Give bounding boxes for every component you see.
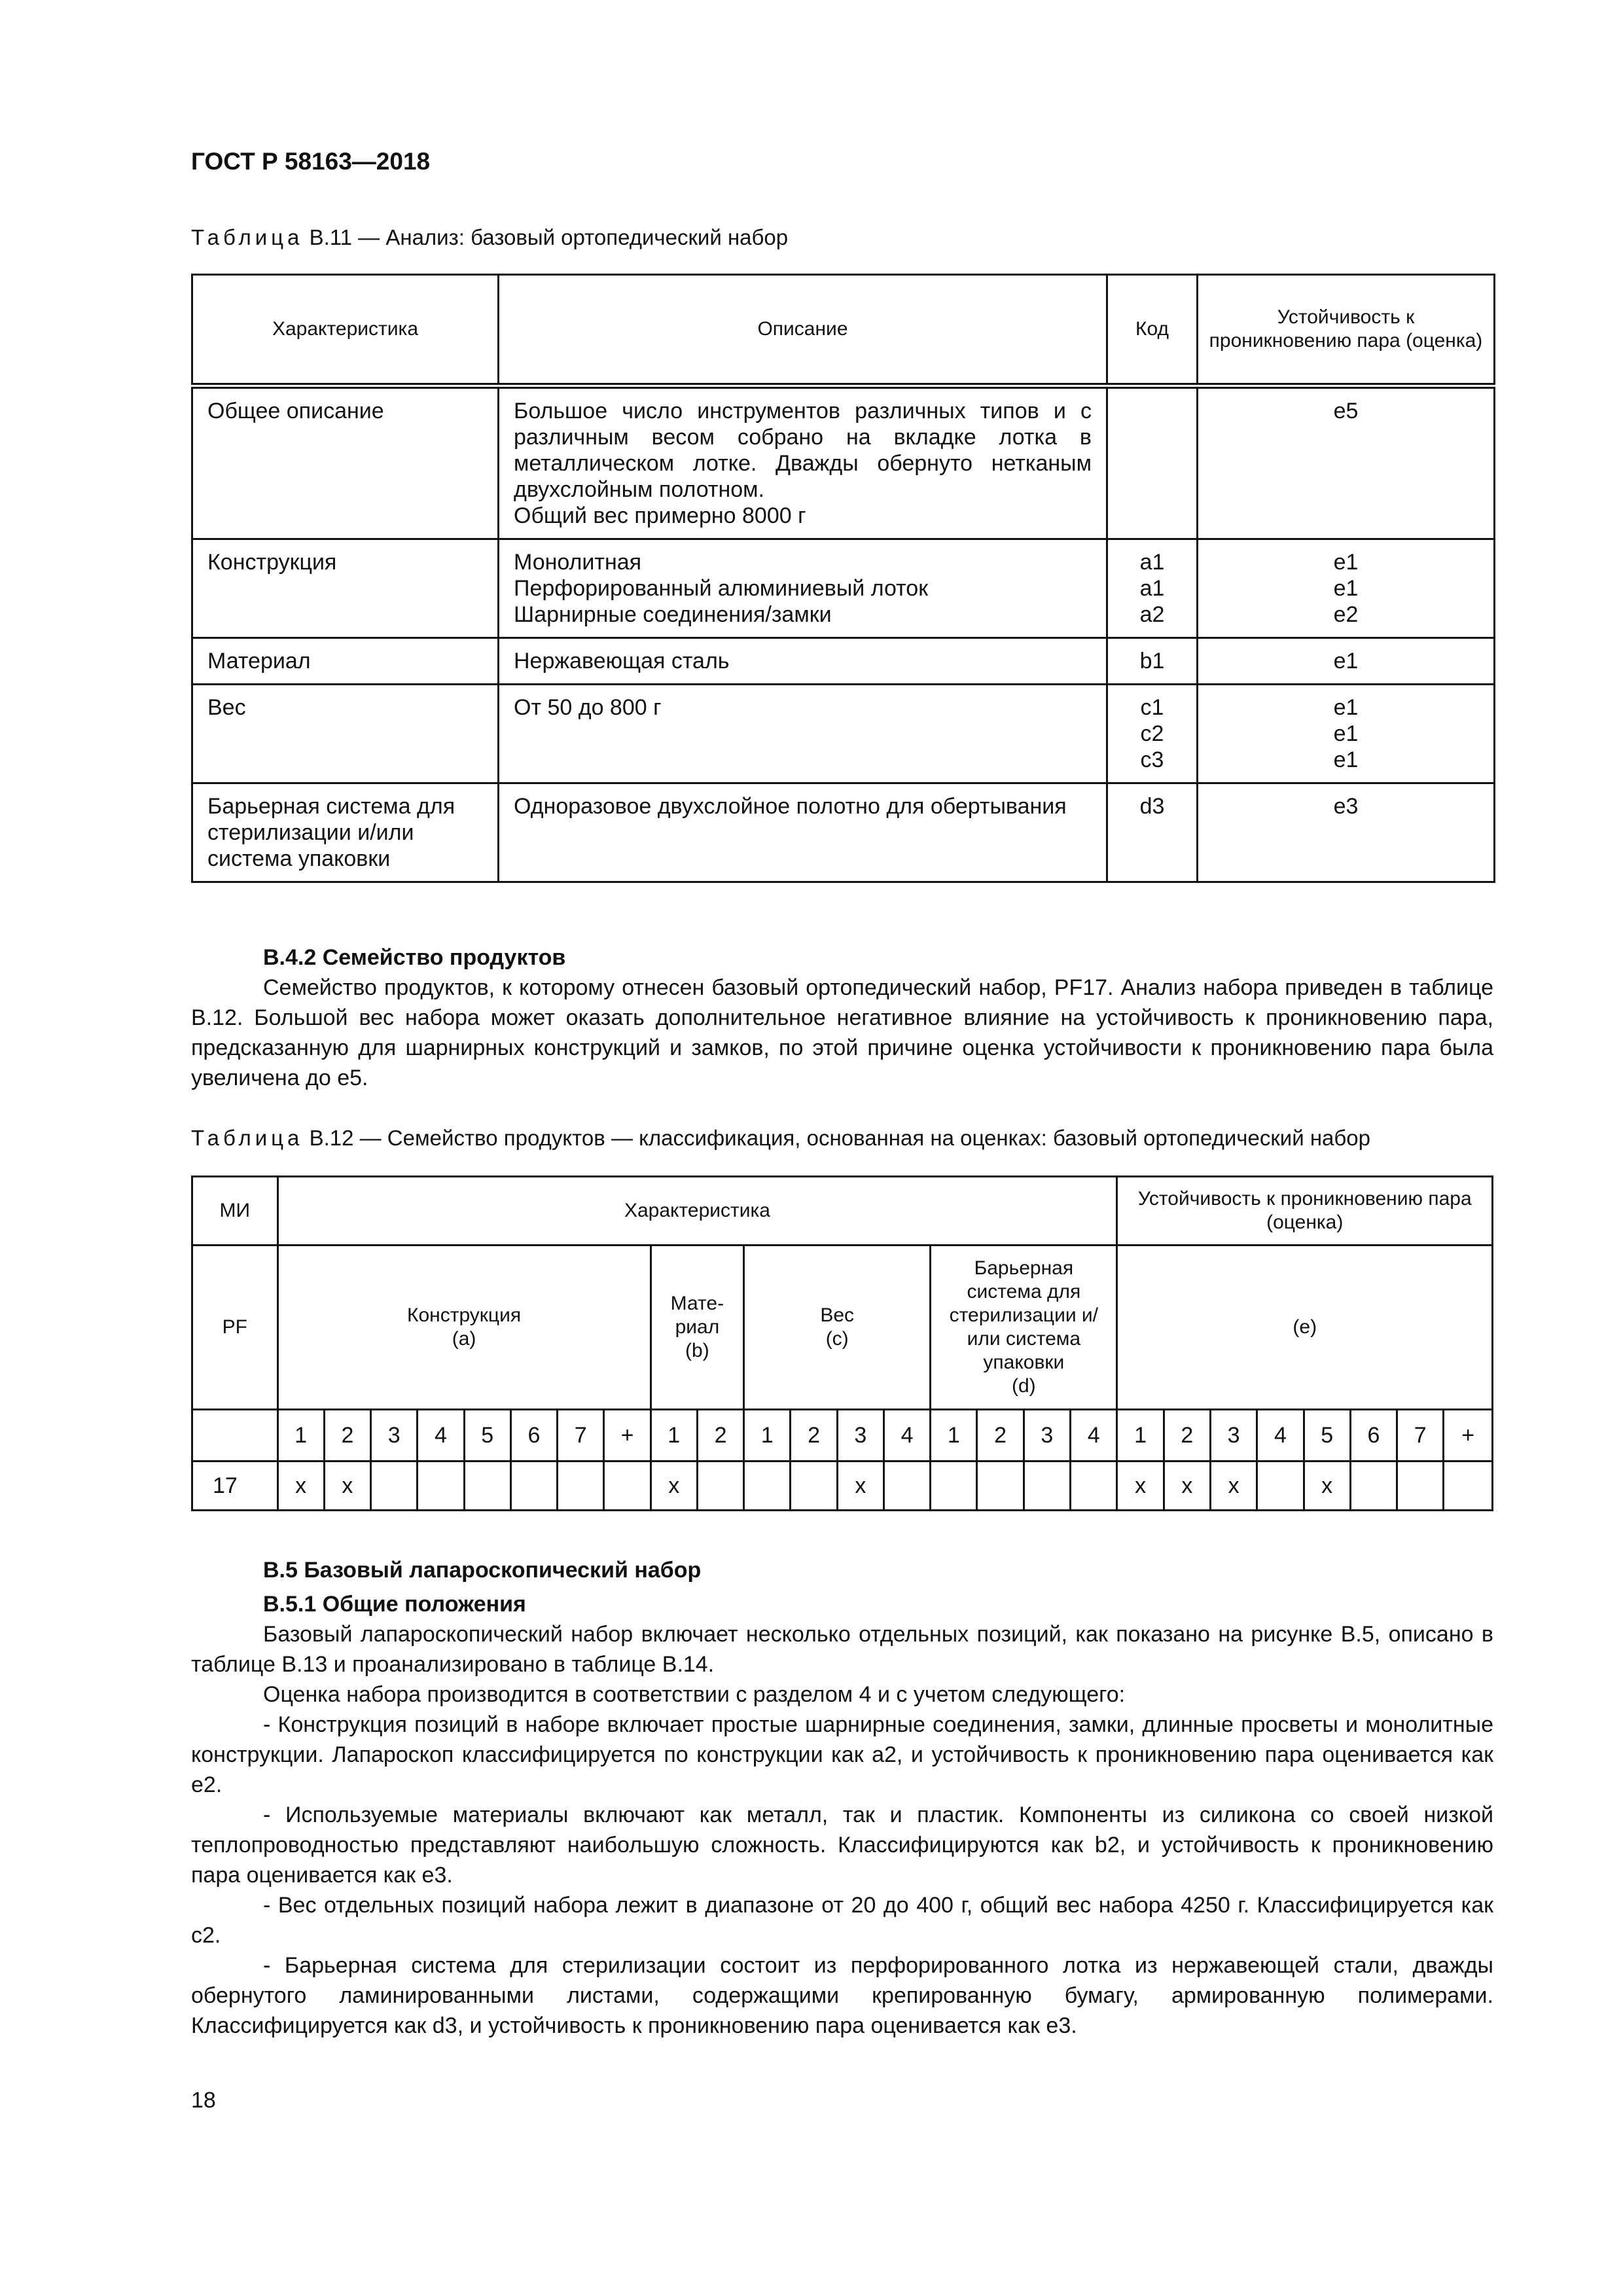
cell-resistance: e3 bbox=[1198, 783, 1495, 882]
table-b12-caption-prefix: Таблица bbox=[191, 1126, 304, 1150]
table-b12-caption bbox=[191, 1126, 1370, 1151]
column-number-cell: 1 bbox=[931, 1410, 977, 1462]
cell-line: e1 bbox=[1333, 695, 1359, 720]
table-row bbox=[192, 638, 1495, 685]
empty-cell bbox=[1350, 1462, 1397, 1511]
page-number: 18 bbox=[191, 2088, 216, 2113]
empty-cell bbox=[931, 1462, 977, 1511]
col-header-construction bbox=[277, 1246, 651, 1410]
col-header-weight bbox=[744, 1246, 931, 1410]
section-b51-heading: В.5.1 Общие положения bbox=[263, 1592, 526, 1617]
cell-line: e2 bbox=[1333, 602, 1359, 627]
col-header-barrier-label: Барьерная система для стерилизации и/или система упаковки bbox=[949, 1257, 1099, 1373]
table-b11-caption-prefix: Таблица bbox=[191, 225, 304, 249]
col-header-description: Описание bbox=[499, 275, 1107, 386]
cell-resistance bbox=[1198, 539, 1495, 638]
cell-line: Шарнирные соединения/замки bbox=[514, 602, 832, 627]
table-b11 bbox=[191, 274, 1495, 883]
cell-description: Одноразовое двухслойное полотно для обертывания bbox=[499, 783, 1107, 882]
table-b12 bbox=[191, 1175, 1493, 1511]
column-number-cell: 7 bbox=[1397, 1410, 1444, 1462]
cell-line: e1 bbox=[1333, 576, 1359, 601]
cell-code bbox=[1107, 685, 1198, 783]
column-number-cell: 1 bbox=[1117, 1410, 1164, 1462]
table-row bbox=[192, 386, 1495, 539]
cell-line: Монолитная bbox=[514, 550, 642, 575]
mark-cell: x bbox=[277, 1462, 324, 1511]
cell-resistance: e1 bbox=[1198, 638, 1495, 685]
cell-line: e1 bbox=[1333, 747, 1359, 772]
table-row bbox=[192, 1462, 1493, 1511]
empty-cell bbox=[791, 1462, 837, 1511]
column-number-cell: 5 bbox=[1304, 1410, 1350, 1462]
mark-cell: x bbox=[324, 1462, 370, 1511]
mark-cell: x bbox=[1304, 1462, 1350, 1511]
column-number-cell: 6 bbox=[510, 1410, 557, 1462]
table-b12-number-row bbox=[192, 1410, 1493, 1462]
column-number-cell: 2 bbox=[791, 1410, 837, 1462]
section-b42-paragraph: Семейство продуктов, к которому отнесен базовый ортопедический набор, PF17. Анализ набора приведен в таблице В.12. Большой вес набора может оказать дополнительное негативное влияние на устойчивость к проникновению пара, предсказанную для шарнирных конструкций и замков, по этой причине оценка устойчивости к проникновению пара была увеличена до е5. bbox=[191, 975, 1493, 1090]
cell-code bbox=[1107, 386, 1198, 539]
column-number-cell: 1 bbox=[744, 1410, 791, 1462]
cell-line: a2 bbox=[1139, 602, 1165, 627]
empty-cell bbox=[977, 1462, 1024, 1511]
cell-line: Перфорированный алюминиевый лоток bbox=[514, 576, 929, 601]
cell-line: e1 bbox=[1333, 550, 1359, 575]
empty-cell bbox=[604, 1462, 651, 1511]
col-header-weight-label: Вес bbox=[820, 1304, 855, 1326]
column-number-cell: 2 bbox=[977, 1410, 1024, 1462]
cell-line: a1 bbox=[1139, 576, 1165, 601]
col-header-material bbox=[651, 1246, 744, 1410]
col-header-barrier bbox=[931, 1246, 1117, 1410]
document-id: ГОСТ Р 58163—2018 bbox=[191, 148, 431, 175]
empty-cell bbox=[418, 1462, 464, 1511]
column-number-cell: 3 bbox=[1211, 1410, 1257, 1462]
table-row bbox=[192, 539, 1495, 638]
section-b5 bbox=[191, 1555, 1493, 2041]
column-number-cell: 6 bbox=[1350, 1410, 1397, 1462]
mark-cell: x bbox=[1164, 1462, 1210, 1511]
column-number-cell: + bbox=[604, 1410, 651, 1462]
col-header-construction-label: Конструкция bbox=[406, 1304, 522, 1326]
cell-description bbox=[499, 386, 1107, 539]
cell-line: c1 bbox=[1140, 695, 1164, 720]
table-row bbox=[192, 685, 1495, 783]
col-header-code: Код bbox=[1107, 275, 1198, 386]
empty-cell bbox=[192, 1410, 278, 1462]
section-b5-heading: В.5 Базовый лапароскопический набор bbox=[263, 1558, 702, 1583]
cell-code bbox=[1107, 539, 1198, 638]
cell-characteristic: Вес bbox=[192, 685, 499, 783]
section-b5-paragraph-3: - Конструкция позиций в наборе включает простые шарнирные соединения, замки, длинные просветы и монолитные конструкции. Лапароскоп классифицируется по конструкции как а2, и устойчивость к проникновению пара оценивается как е2. bbox=[191, 1712, 1493, 1797]
table-b12-header-row-1 bbox=[192, 1177, 1493, 1246]
empty-cell bbox=[883, 1462, 930, 1511]
col-header-mi: МИ bbox=[192, 1177, 278, 1246]
column-number-cell: 4 bbox=[1071, 1410, 1117, 1462]
col-header-material-label: Мате-риал bbox=[670, 1293, 724, 1338]
column-number-cell: 3 bbox=[371, 1410, 418, 1462]
cell-description bbox=[499, 539, 1107, 638]
table-row bbox=[192, 783, 1495, 882]
empty-cell bbox=[1024, 1462, 1070, 1511]
column-number-cell: 1 bbox=[277, 1410, 324, 1462]
column-number-cell: 4 bbox=[1257, 1410, 1304, 1462]
table-b12-header-row-2 bbox=[192, 1246, 1493, 1410]
cell-description-text: Большое число инструментов различных типов и с различным весом собрано на вкладке лотка в металлическом лотке. Дважды обернуто нетканым двухслойным полотном. bbox=[514, 399, 1092, 502]
col-header-construction-code: (а) bbox=[452, 1328, 476, 1350]
section-b5-paragraph-1: Базовый лапароскопический набор включает несколько отдельных позиций, как показано на рисунке В.5, описано в таблице В.13 и проанализировано в таблице В.14. bbox=[191, 1622, 1493, 1677]
cell-resistance bbox=[1198, 685, 1495, 783]
cell-characteristic: Материал bbox=[192, 638, 499, 685]
column-number-cell: 4 bbox=[883, 1410, 930, 1462]
mark-cell: x bbox=[1117, 1462, 1164, 1511]
col-header-resistance: Устойчивость к проникновению пара (оценка) bbox=[1198, 275, 1495, 386]
cell-characteristic: Конструкция bbox=[192, 539, 499, 638]
mark-cell: x bbox=[837, 1462, 883, 1511]
empty-cell bbox=[1257, 1462, 1304, 1511]
col-header-material-code: (b) bbox=[685, 1340, 709, 1361]
empty-cell bbox=[558, 1462, 604, 1511]
cell-line: e1 bbox=[1333, 721, 1359, 746]
cell-description: От 50 до 800 г bbox=[499, 685, 1107, 783]
col-header-resistance: Устойчивость к проникновению пара (оценка) bbox=[1117, 1177, 1493, 1246]
cell-line: c2 bbox=[1140, 721, 1164, 746]
section-b42 bbox=[191, 942, 1493, 1093]
empty-cell bbox=[1397, 1462, 1444, 1511]
empty-cell bbox=[464, 1462, 510, 1511]
column-number-cell: 2 bbox=[324, 1410, 370, 1462]
cell-resistance: e5 bbox=[1198, 386, 1495, 539]
col-header-barrier-code: (d) bbox=[1012, 1375, 1036, 1397]
col-header-weight-code: (с) bbox=[825, 1328, 849, 1350]
mark-cell: x bbox=[1211, 1462, 1257, 1511]
col-header-characteristic: Характеристика bbox=[277, 1177, 1117, 1246]
col-header-e: (е) bbox=[1117, 1246, 1493, 1410]
cell-description: Нержавеющая сталь bbox=[499, 638, 1107, 685]
column-number-cell: + bbox=[1444, 1410, 1493, 1462]
cell-description-weight: Общий вес примерно 8000 г bbox=[514, 503, 806, 528]
empty-cell bbox=[1444, 1462, 1493, 1511]
column-number-cell: 4 bbox=[418, 1410, 464, 1462]
table-b11-header-row bbox=[192, 275, 1495, 386]
cell-characteristic: Общее описание bbox=[192, 386, 499, 539]
cell-line: a1 bbox=[1139, 550, 1165, 575]
column-number-cell: 2 bbox=[697, 1410, 743, 1462]
cell-code: b1 bbox=[1107, 638, 1198, 685]
cell-line: c3 bbox=[1140, 747, 1164, 772]
column-number-cell: 3 bbox=[1024, 1410, 1070, 1462]
empty-cell bbox=[371, 1462, 418, 1511]
cell-characteristic: Барьерная система для стерилизации и/или система упаковки bbox=[192, 783, 499, 882]
column-number-cell: 5 bbox=[464, 1410, 510, 1462]
mark-cell: x bbox=[651, 1462, 697, 1511]
section-b42-heading: В.4.2 Семейство продуктов bbox=[263, 945, 566, 970]
column-number-cell: 2 bbox=[1164, 1410, 1210, 1462]
section-b5-paragraph-2: Оценка набора производится в соответствии с разделом 4 и с учетом следующего: bbox=[263, 1682, 1126, 1707]
table-b12-caption-text: В.12 — Семейство продуктов — классификация, основанная на оценках: базовый ортопедический набор bbox=[309, 1126, 1371, 1150]
column-number-cell: 3 bbox=[837, 1410, 883, 1462]
empty-cell bbox=[697, 1462, 743, 1511]
empty-cell bbox=[1071, 1462, 1117, 1511]
section-b5-paragraph-4: - Используемые материалы включают как металл, так и пластик. Компоненты из силикона со своей низкой теплопроводностью представляют наибольшую сложность. Классифицируются как b2, и устойчивость к проникновению пара оценивается как е3. bbox=[191, 1803, 1493, 1888]
empty-cell bbox=[744, 1462, 791, 1511]
row-label: 17 bbox=[192, 1462, 278, 1511]
table-b11-caption-text: В.11 — Анализ: базовый ортопедический набор bbox=[309, 225, 789, 249]
section-b5-paragraph-5: - Вес отдельных позиций набора лежит в диапазоне от 20 до 400 г, общий вес набора 4250 г. Классифицируется как с2. bbox=[191, 1893, 1493, 1948]
col-header-characteristic: Характеристика bbox=[192, 275, 499, 386]
table-b11-caption bbox=[191, 225, 788, 250]
section-b5-paragraph-6: - Барьерная система для стерилизации состоит из перфорированного лотка из нержавеющей стали, дважды обернутого ламинированными листами, содержащими крепированную бумагу, армированную полимерами. Классифицируется как d3, и устойчивость к проникновению пара оценивается как е3. bbox=[191, 1953, 1493, 2038]
column-number-cell: 7 bbox=[558, 1410, 604, 1462]
col-header-pf: PF bbox=[192, 1246, 278, 1410]
cell-code: d3 bbox=[1107, 783, 1198, 882]
empty-cell bbox=[510, 1462, 557, 1511]
column-number-cell: 1 bbox=[651, 1410, 697, 1462]
